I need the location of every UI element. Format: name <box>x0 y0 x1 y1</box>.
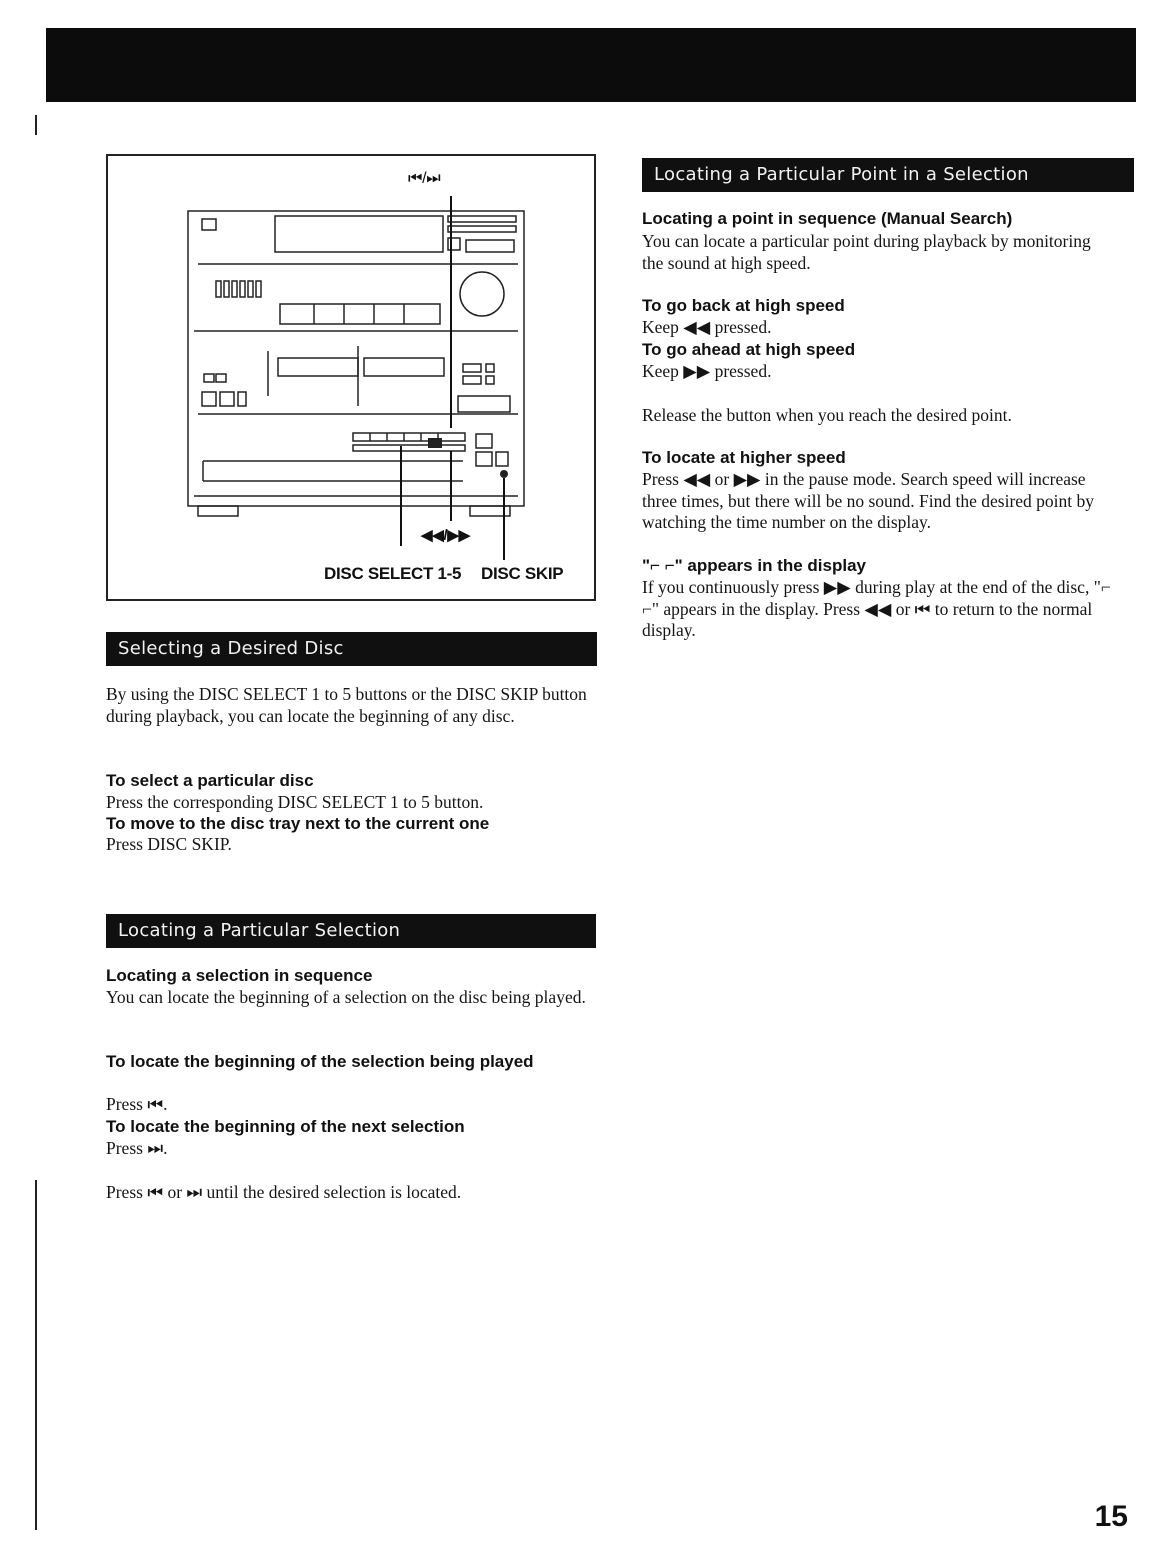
cassette-deck-b <box>364 358 444 376</box>
stereo-drawing <box>108 156 598 603</box>
cassette-deck-a <box>278 358 358 376</box>
locate-current-selection-text: Press ⏮. <box>106 1094 168 1114</box>
locate-until-text: Press ⏮ or ⏭ until the desired selection is located. <box>106 1182 462 1202</box>
margin-rule <box>35 115 37 135</box>
selecting-disc-intro: By using the DISC SELECT 1 to 5 buttons or the DISC SKIP button during playback, you can locate the beginning of any disc. <box>106 684 587 726</box>
locating-selection-text: You can locate the beginning of a selection on the disc being played. <box>106 987 586 1007</box>
volume-knob <box>460 272 504 316</box>
go-back-heading: To go back at high speed <box>642 296 845 315</box>
disc-select-label: DISC SELECT 1-5 <box>324 564 462 583</box>
go-ahead-text: Keep ▶▶ pressed. <box>642 361 772 381</box>
header-bar <box>46 28 1136 102</box>
manual-search-heading: Locating a point in sequence (Manual Search) <box>642 209 1013 228</box>
page-number: 15 <box>1094 1500 1128 1533</box>
device-illustration <box>106 154 596 601</box>
locate-next-selection-text: Press ⏭. <box>106 1138 168 1158</box>
display-window <box>275 216 443 252</box>
select-particular-disc-heading: To select a particular disc <box>106 771 314 790</box>
section-heading-locating-selection: Locating a Particular Selection <box>106 914 596 948</box>
go-back-text: Keep ◀◀ pressed. <box>642 317 772 337</box>
disc-skip-label: DISC SKIP <box>481 564 564 583</box>
locate-next-selection-heading: To locate the beginning of the next selection <box>106 1117 465 1136</box>
margin-rule <box>35 1180 37 1530</box>
select-particular-disc-text: Press the corresponding DISC SELECT 1 to 5 button. <box>106 792 484 812</box>
section-heading-locating-point: Locating a Particular Point in a Selection <box>642 158 1134 192</box>
higher-speed-text: Press ◀◀ or ▶▶ in the pause mode. Search speed will increase three times, but there will be no sound. Find the desired point by watching the time number on the display. <box>642 469 1095 532</box>
move-next-tray-text: Press DISC SKIP. <box>106 834 232 854</box>
display-indicator-heading: "⌐ ⌐" appears in the display <box>642 556 866 575</box>
section-heading-selecting-disc: Selecting a Desired Disc <box>106 632 597 666</box>
locate-current-selection-heading: To locate the beginning of the selection being played <box>106 1052 534 1071</box>
higher-speed-heading: To locate at higher speed <box>642 448 846 467</box>
search-buttons-label: ◀◀/▶▶ <box>421 527 470 544</box>
release-button-text: Release the button when you reach the desired point. <box>642 405 1012 425</box>
display-indicator-text: If you continuously press ▶▶ during play at the end of the disc, "⌐ ⌐" appears in the display. Press ◀◀ or ⏮ to return to the normal display. <box>642 577 1111 640</box>
skip-buttons-label: ⏮/⏭ <box>408 170 441 187</box>
move-next-tray-heading: To move to the disc tray next to the current one <box>106 814 490 833</box>
locating-selection-heading: Locating a selection in sequence <box>106 966 373 985</box>
manual-search-text: You can locate a particular point during playback by monitoring the sound at high speed. <box>642 231 1091 273</box>
go-ahead-heading: To go ahead at high speed <box>642 340 856 359</box>
